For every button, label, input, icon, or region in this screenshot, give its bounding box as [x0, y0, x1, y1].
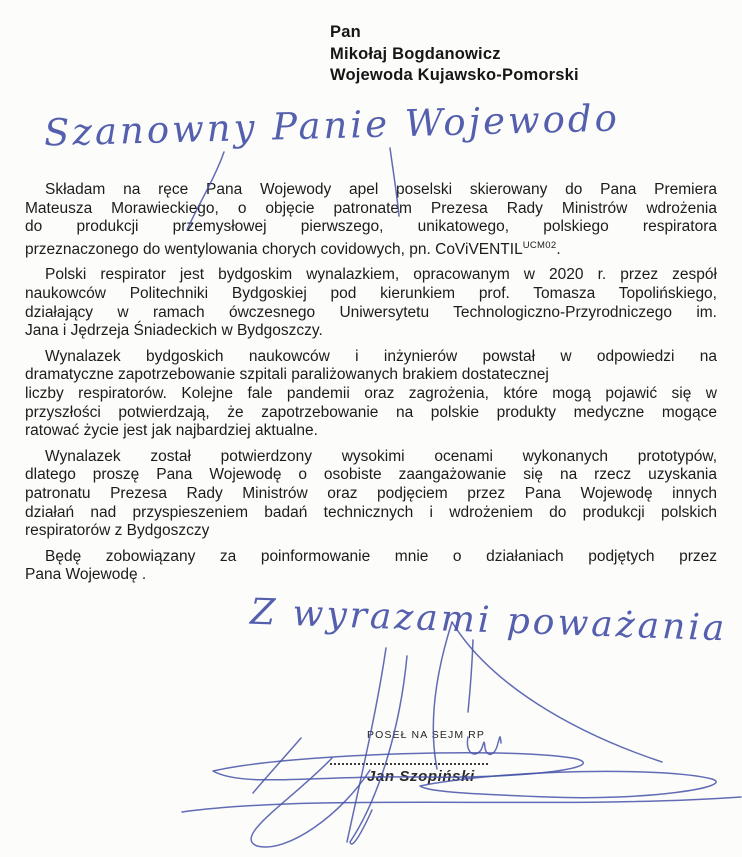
paragraph-2: [25, 266, 717, 340]
recipient-name: Mikołaj Bogdanowicz: [330, 44, 501, 63]
p3-line2: dramatyczne zapotrzebowanie szpitali paraliżowanych brakiem dostatecznej: [25, 366, 549, 384]
paragraph-4: [25, 448, 717, 541]
p1-line2: Mateusza Morawieckiego, o objęcie patronatem Prezesa Rady Ministrów wdrożenia: [25, 199, 717, 217]
p2-line4: Jana i Jędrzeja Śniadeckich w Bydgoszczy.: [25, 322, 323, 340]
p2-line3: działający w ramach ówczesnego Uniwersytetu Technologiczno-Przyrodniczego im.: [25, 303, 717, 321]
p3-line3: liczby respiratorów. Kolejne fale pandemii oraz zagrożenia, które mogą pojawić się w: [25, 384, 717, 402]
handwritten-closing: Z wyrazami poważania: [249, 591, 728, 650]
closing-p-descender-stroke: [468, 640, 473, 712]
letter-body: [25, 181, 717, 592]
recipient-salutation: Pan: [330, 23, 361, 41]
coviventil-superscript: UCM02: [522, 239, 557, 251]
p4-line5: respiratorów z Bydgoszczy: [25, 522, 210, 540]
paragraph-1: [25, 181, 717, 259]
recipient-block: [330, 22, 579, 87]
p1-line4: [25, 237, 717, 260]
p5-line1: Będę zobowiązany za poinformowanie mnie o działaniach podjętych przez: [45, 547, 717, 565]
signer-role: POSEŁ NA SEJM RP: [367, 729, 485, 741]
signature-dotted-line: [330, 763, 488, 765]
p1-line4-period: .: [556, 240, 561, 258]
p3-line1: Wynalazek bydgoskich naukowców i inżynierów powstał w odpowiedzi na: [45, 347, 717, 365]
p1-line1: Składam na ręce Pana Wojewody apel poselski skierowany do Pana Premiera: [45, 181, 717, 198]
closing-descender-stroke-2: [350, 656, 407, 844]
p3-line4: przyszłości potwierdzają, że zapotrzebowanie na polskie produkty medyczne mogące: [25, 403, 717, 421]
closing-descender-stroke-1: [347, 648, 386, 842]
p1-line3: do produkcji przemysłowej pierwszego, unikatowego, polskiego respiratora: [25, 218, 717, 236]
p4-line1: Wynalazek został potwierdzony wysokimi ocenami wykonanych prototypów,: [45, 447, 717, 465]
flourish-triangle-stroke: [433, 622, 452, 769]
signer-name: Jan Szopiński: [367, 768, 475, 785]
handwritten-greeting: Szanowny Panie Wojewodo: [43, 96, 621, 155]
signature-bottom-loop: [251, 758, 370, 847]
paragraph-3: [25, 348, 717, 441]
p4-line2: dlatego proszę Pana Wojewodę o osobiste zaangażowanie się na rzecz uzyskania: [25, 466, 717, 484]
p4-line4: działań nad przyspieszeniem badań technicznych i wdrożeniem do produkcji polskich: [25, 503, 717, 521]
p4-line3: patronatu Prezesa Rady Ministrów oraz podjęciem przez Pana Wojewodę innych: [25, 484, 717, 502]
signature-check-stroke: [253, 738, 301, 793]
recipient-title: Wojewoda Kujawsko-Pomorski: [330, 66, 579, 84]
p2-line1: Polski respirator jest bydgoskim wynalazkiem, opracowanym w 2020 r. przez zespół: [45, 266, 717, 284]
p5-line2: Pana Wojewodę .: [25, 566, 147, 584]
p3-line5: ratować życie jest jak najbardziej aktualne.: [25, 422, 318, 440]
p1-line4-text: przeznaczonego do wentylowania chorych covidowych, pn. CoViVENTIL: [25, 240, 523, 258]
p2-line2: naukowców Politechniki Bydgoskiej pod kierunkiem prof. Tomasza Topolińskiego,: [25, 284, 717, 302]
paragraph-5: [25, 548, 717, 585]
signature-underline-sweep: [182, 797, 741, 812]
